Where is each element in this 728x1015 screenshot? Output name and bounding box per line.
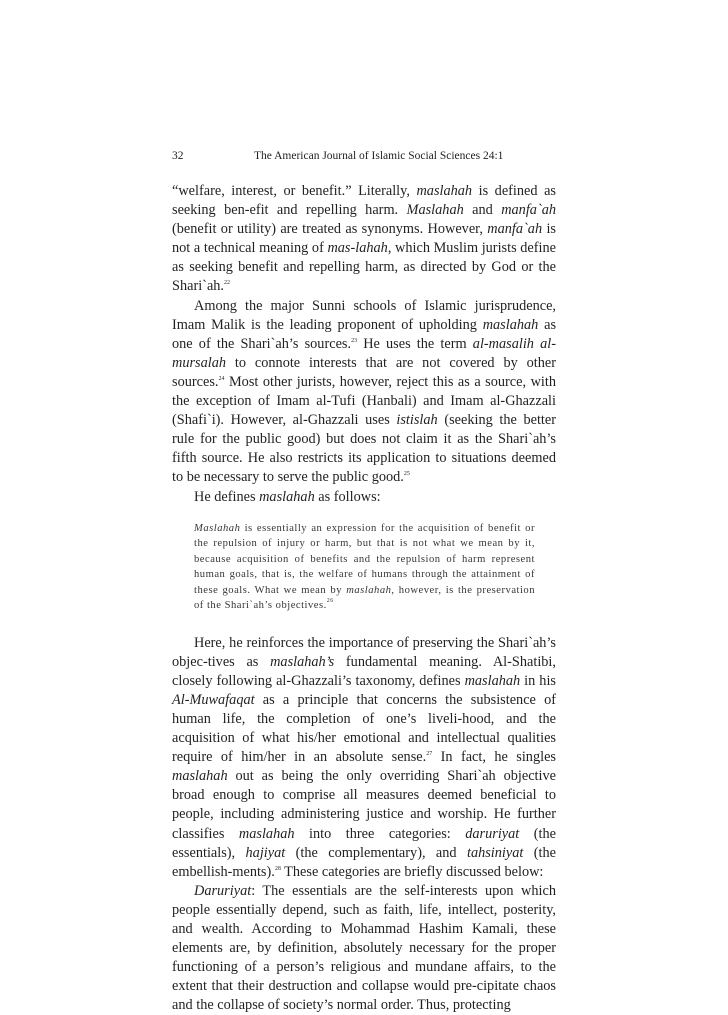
- text-run: is essentially an expression for the acquisition of benefit or the repulsion of injury or harm, but that is not what we mean by it, because acquisition of benefits and the repulsion of harm represent human goals, that is, the welfare of humans through the attainment of these goals. What we mean by: [194, 522, 535, 596]
- text-run: (seeking the better rule for the public good) but does not claim it as the Shari`ah’s fifth source. He also restricts its application to situations deemed to be necessary to serve the public good.: [172, 412, 556, 486]
- italic-term: tahsiniyat: [466, 844, 524, 861]
- text-run: He uses the term: [357, 335, 473, 352]
- text-run: to connote interests that are not covered by other sources.: [172, 354, 556, 390]
- italic-term: istislah: [396, 412, 438, 429]
- text-run: is defined as seeking ben-efit and repelling harm.: [172, 183, 556, 219]
- body-text: [172, 182, 556, 1015]
- text-run: (the complementary), and: [285, 844, 467, 861]
- italic-term: maslahah: [416, 183, 473, 199]
- text-run: (the essentials),: [172, 825, 556, 861]
- text-run: He defines: [194, 488, 260, 505]
- footnote-ref[interactable]: 22: [224, 280, 231, 287]
- footnote-ref[interactable]: 28: [274, 865, 281, 872]
- text-run: : The essentials are the self-interests upon which people essentially depend, such as faith, life, intellect, posterity, and wealth. According to Mohammad Hashim Kamali, these elements are, by definition, absolutely necessary for the proper functioning of a person’s religious and mundane affairs, to the extent that their destruction and collapse would pre-cipitate chaos and the collapse of society’s normal order. Thus, protecting: [172, 882, 556, 1014]
- text-run: into three categories:: [294, 825, 466, 842]
- italic-term: maslahah: [346, 584, 392, 596]
- italic-term: hajiyat: [245, 844, 286, 861]
- italic-term: al-masalih al-mursalah: [172, 335, 556, 371]
- italic-term: Maslahah: [194, 522, 241, 534]
- italic-term: manfa`ah: [487, 221, 543, 238]
- text-run: (the embellish-ments).: [172, 844, 556, 880]
- text-run: as a principle that concerns the subsistence of human life, the completion of one’s liveli-hood, and the acquisition of what his/her emotional and intellectual qualities require of him/her in an absolute sense.: [172, 691, 556, 766]
- italic-term: maslahah: [259, 488, 315, 505]
- text-run: as one of the Shari`ah’s sources.: [172, 316, 557, 352]
- italic-term: maslahah: [172, 768, 228, 785]
- italic-term: maslahah: [464, 672, 521, 689]
- footnote-ref[interactable]: 25: [403, 471, 410, 478]
- paragraph-defines: [172, 488, 556, 507]
- paragraph-daruriyat: [172, 882, 556, 1015]
- text-run: and: [463, 202, 502, 219]
- text-run: Most other jurists, however, reject this as a source, with the exception of Imam al-Tufi (Hanbali) and Imam al-Ghazzali (Shafi`i). However, al-Ghazzali uses: [172, 373, 556, 429]
- block-quote: [194, 521, 535, 614]
- italic-term: daruriyat: [465, 825, 520, 842]
- footnote-ref[interactable]: 24: [218, 375, 225, 382]
- paragraph-shatibi: [172, 634, 556, 882]
- italic-term: Daruriyat: [194, 882, 252, 899]
- italic-term: Al-Muwafaqat: [172, 691, 255, 708]
- text-run: in his: [520, 672, 556, 689]
- text-run: “welfare, interest, or benefit.” Literally,: [172, 183, 417, 199]
- text-run: , however, is the preservation of the Shari`ah’s objectives.: [194, 584, 535, 612]
- paragraph-sunni-schools: [172, 297, 556, 488]
- text-run: fundamental meaning. Al-Shatibi, closely following al-Ghazzali’s taxonomy, defines: [172, 653, 556, 689]
- italic-term: maslahah’s: [270, 653, 335, 670]
- italic-term: maslahah: [482, 316, 539, 333]
- text-run: Among the major Sunni schools of Islamic jurisprudence, Imam Malik is the leading proponent of upholding: [172, 297, 556, 333]
- footnote-ref[interactable]: 26: [326, 598, 334, 605]
- text-run: as follows:: [314, 488, 381, 505]
- text-run: , which Muslim jurists define as seeking benefit and repelling harm, as directed by God or the Shari`ah.: [172, 240, 556, 295]
- italic-term: maslahah: [238, 825, 295, 842]
- journal-title: The American Journal of Islamic Social Sciences 24:1: [254, 150, 504, 162]
- text-run: Here, he reinforces the importance of preserving the Shari`ah’s objec-tives as: [172, 634, 556, 670]
- text-run: out as being the only overriding Shari`ah objective broad enough to comprise all measures deemed beneficial to people, including administering justice and worship. He further classifies: [172, 768, 556, 842]
- text-run: These categories are briefly discussed below:: [280, 863, 544, 880]
- paragraph-welfare-definition: [172, 182, 556, 297]
- footnote-ref[interactable]: 23: [351, 337, 358, 344]
- footnote-ref[interactable]: 27: [426, 751, 433, 758]
- italic-term: mas-lahah: [327, 240, 388, 257]
- text-run: In fact, he singles: [432, 749, 556, 766]
- page-number: 32: [172, 150, 184, 162]
- italic-term: manfa`ah: [501, 202, 557, 219]
- text-run: is not a technical meaning of: [172, 221, 556, 257]
- text-run: (benefit or utility) are treated as synonyms. However,: [172, 221, 488, 238]
- italic-term: Maslahah: [406, 202, 464, 219]
